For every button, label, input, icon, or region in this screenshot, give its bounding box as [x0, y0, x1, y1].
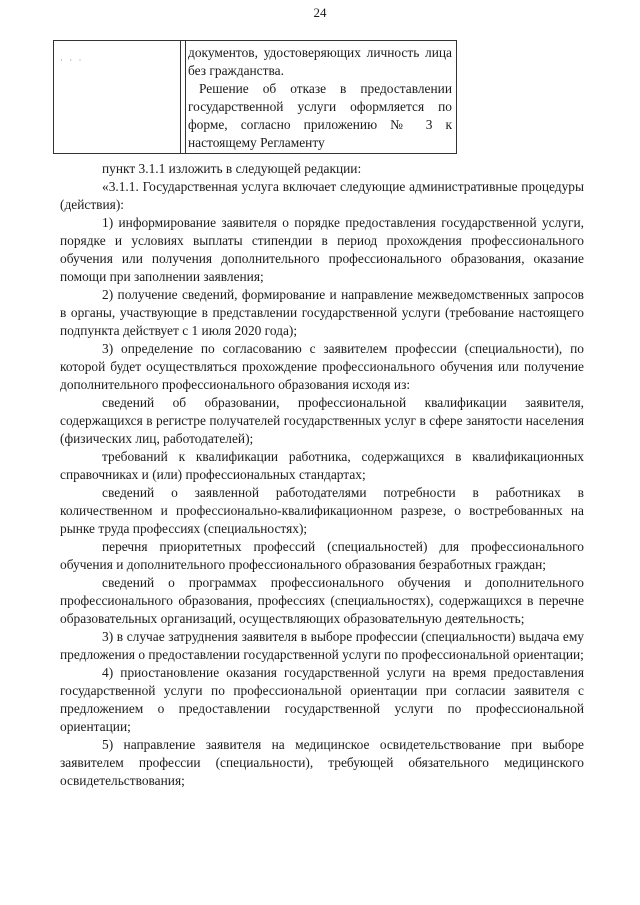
page-number: 24 [313, 5, 327, 20]
paragraph: 1) информирование заявителя о порядке предоставления государственной услуги, порядке и условиях выплаты стипендии в период прохождения профессионального обучения или получения дополнительного профессионального образования, оказание помощи при заполнении заявления; [60, 215, 584, 284]
margin-dots: · · · [60, 55, 84, 65]
paragraph: сведений об образовании, профессиональной квалификации заявителя, содержащихся в регистре получателей государственных услуг в сфере занятости населения (физических лиц, работодателей); [60, 395, 584, 446]
paragraph: 4) приостановление оказания государственной услуги на время предоставления государственной услуги по профессиональной ориентации при согласии заявителя с предложением о предоставлении государственной услуги по профессиональной ориентации; [60, 665, 584, 734]
paragraph: «3.1.1. Государственная услуга включает следующие административные процедуры (действия): [60, 179, 584, 212]
table-cell-line: документов, удостоверяющих личность лица без гражданства. [188, 45, 452, 78]
paragraph: требований к квалификации работника, содержащихся в квалификационных справочниках и (или) профессиональных стандартах; [60, 449, 584, 482]
table-cell-text [188, 44, 452, 152]
paragraph: 3) определение по согласованию с заявителем профессии (специальности), по которой будет осуществляться прохождение профессионального обучения или получение дополнительного профессионального образования исходя из: [60, 341, 584, 392]
paragraph: 3) в случае затруднения заявителя в выборе профессии (специальности) выдача ему предложения о предоставлении государственной услуги по профессиональной ориентации; [60, 629, 584, 662]
column-separator [180, 41, 181, 153]
paragraph: перечня приоритетных профессий (специальностей) для профессионального обучения и дополнительного профессионального образования безработных граждан; [60, 539, 584, 572]
paragraph: сведений о программах профессионального обучения и дополнительного профессионального образования, профессиях (специальностях), содержащихся в перечне образовательных организаций, осуществляющих образовательную деятельность; [60, 575, 584, 626]
column-separator [185, 41, 186, 153]
paragraph: 5) направление заявителя на медицинское освидетельствование при выборе заявителем профессии (специальности), требующей обязательного медицинского освидетельствования; [60, 737, 584, 788]
paragraph-amendment-intro: пункт 3.1.1 изложить в следующей редакции: [102, 161, 362, 176]
table-fragment [53, 40, 457, 154]
paragraph: 2) получение сведений, формирование и направление межведомственных запросов в органы, участвующие в представлении государственной услуги (требование настоящего подпункта действует с 1 июля 2020 года); [60, 287, 584, 338]
paragraph: сведений о заявленной работодателями потребности в работниках в количественном и профессионально-квалификационном разрезе, о востребованных на рынке труда профессиях (специальностях); [60, 485, 584, 536]
body-text [60, 160, 584, 790]
table-cell-line: Решение об отказе в предоставлении государственной услуги оформляется по форме, согласно приложению № 3 к настоящему Регламенту [188, 81, 452, 150]
